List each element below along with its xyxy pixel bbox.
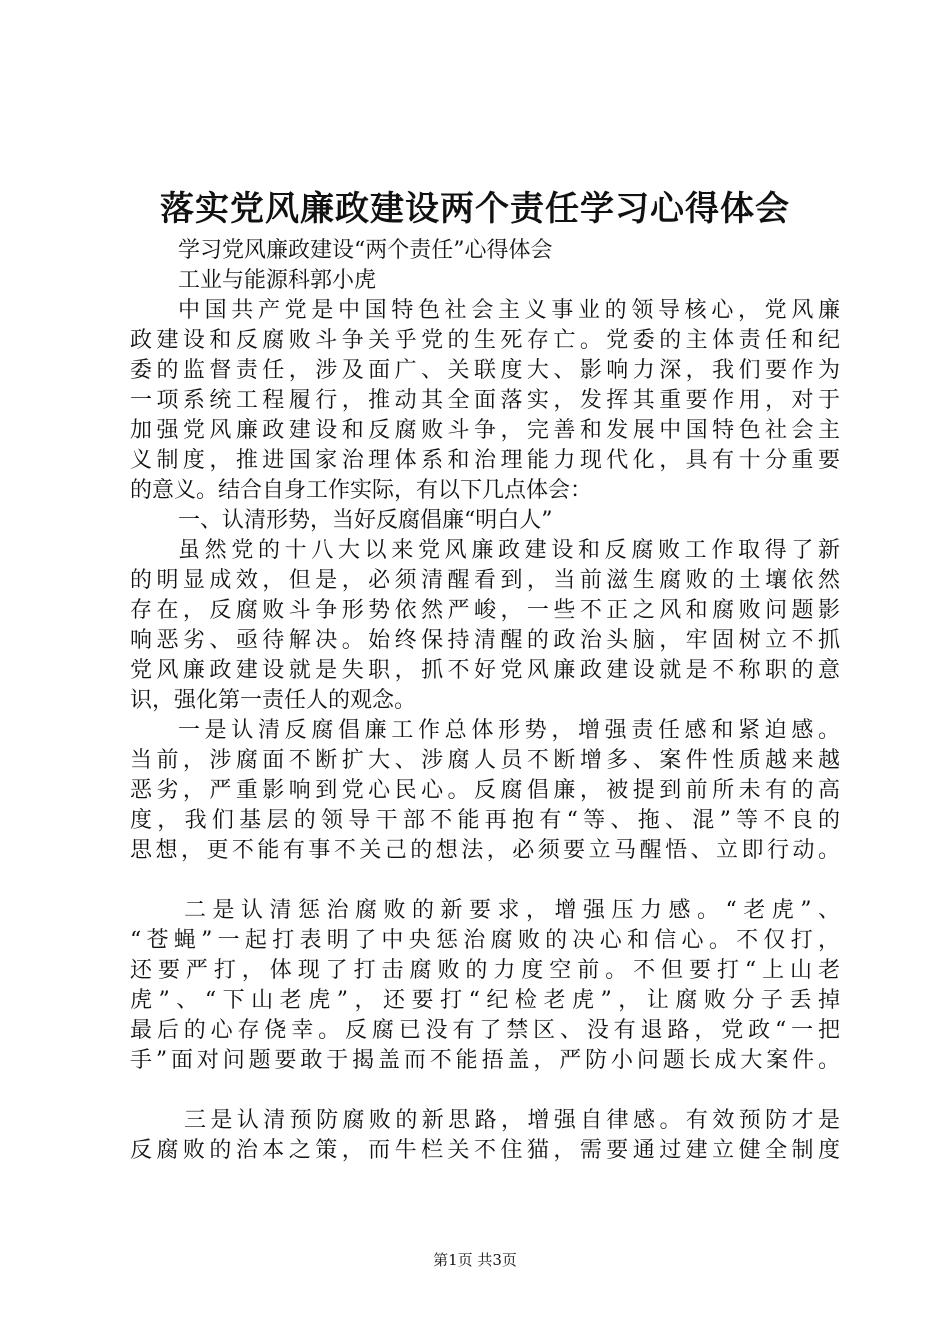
text-line: 度，我们基层的领导干部不能再抱有“等、拖、混”等不良的 — [130, 808, 840, 833]
text-line: 政建设和反腐败斗争关乎党的生死存亡。党委的主体责任和纪 — [130, 328, 840, 353]
text-line: 加强党风廉政建设和反腐败斗争，完善和发展中国特色社会主 — [130, 418, 840, 443]
text-line: 响恶劣、亟待解决。始终保持清醒的政治头脑，牢固树立不抓 — [130, 628, 840, 653]
blank-line — [130, 866, 840, 896]
text-line: 识，强化第一责任人的观念。 — [130, 688, 417, 713]
text-line: 义制度，推进国家治理体系和治理能力现代化，具有十分重要 — [130, 448, 840, 473]
text-line: 中国共产党是中国特色社会主义事业的领导核心，党风廉 — [178, 298, 840, 323]
text-line: 思想，更不能有事不关己的想法，必须要立马醒悟、立即行动。 — [130, 838, 840, 863]
page-footer: 第1页 共3页 — [433, 1251, 517, 1269]
document-body — [130, 236, 840, 1166]
blank-line — [130, 1076, 840, 1106]
text-line: 一项系统工程履行，推动其全面落实，发挥其重要作用，对于 — [130, 388, 840, 413]
text-line: 虎”、“下山老虎”，还要打“纪检老虎”，让腐败分子丢掉 — [130, 988, 840, 1013]
text-line: 三是认清预防腐败的新思路，增强自律感。有效预防才是 — [184, 1108, 840, 1133]
document-title: 落实党风廉政建设两个责任学习心得体会 — [160, 189, 790, 229]
text-line: 恶劣，严重影响到党心民心。反腐倡廉，被提到前所未有的高 — [130, 778, 840, 803]
text-line: 一是认清反腐倡廉工作总体形势，增强责任感和紧迫感。 — [178, 718, 840, 743]
text-line: 最后的心存侥幸。反腐已没有了禁区、没有退路，党政“一把 — [130, 1018, 840, 1043]
text-line: 当前，涉腐面不断扩大、涉腐人员不断增多、案件性质越来越 — [130, 748, 840, 773]
text-line: 手”面对问题要敢于揭盖而不能捂盖，严防小问题长成大案件。 — [130, 1048, 840, 1073]
text-line: 反腐败的治本之策，而牛栏关不住猫，需要通过建立健全制度 — [130, 1138, 840, 1163]
text-line: “苍蝇”一起打表明了中央惩治腐败的决心和信心。不仅打， — [130, 928, 840, 953]
text-line: 二是认清惩治腐败的新要求，增强压力感。“老虎”、 — [184, 898, 840, 923]
text-line: 虽然党的十八大以来党风廉政建设和反腐败工作取得了新 — [178, 538, 840, 563]
text-line: 委的监督责任，涉及面广、关联度大、影响力深，我们要作为 — [130, 358, 840, 383]
text-line: 学习党风廉政建设“两个责任”心得体会 — [178, 238, 553, 263]
text-line: 的明显成效，但是，必须清醒看到，当前滋生腐败的土壤依然 — [130, 568, 840, 593]
text-line: 工业与能源科郭小虎 — [178, 268, 377, 293]
text-line: 存在，反腐败斗争形势依然严峻，一些不正之风和腐败问题影 — [130, 598, 840, 623]
text-line: 的意义。结合自身工作实际，有以下几点体会： — [130, 478, 593, 503]
text-line: 党风廉政建设就是失职，抓不好党风廉政建设就是不称职的意 — [130, 658, 840, 683]
text-line: 还要严打，体现了打击腐败的力度空前。不但要打“上山老 — [130, 958, 840, 983]
text-line: 一、认清形势，当好反腐倡廉“明白人” — [178, 508, 553, 533]
